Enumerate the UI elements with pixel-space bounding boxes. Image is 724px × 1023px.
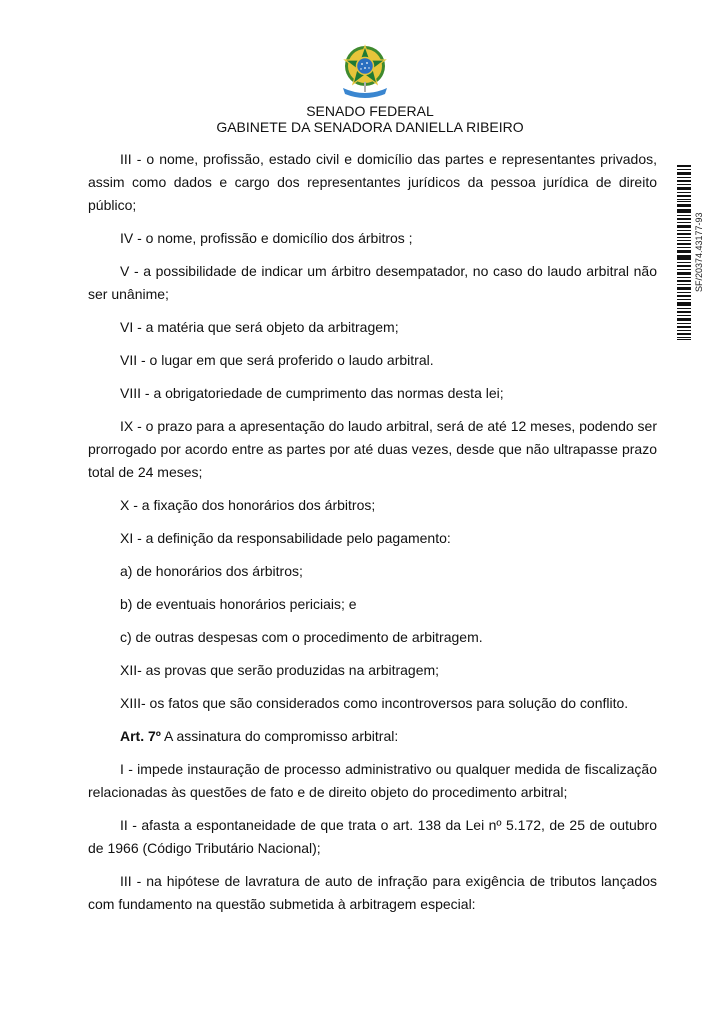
paragraph-item-ix: IX - o prazo para a apresentação do laudo arbitral, será de até 12 meses, podendo ser prorrogado por acordo entre as partes por até duas vezes, desde que não ultrapasse prazo total de 24 meses; [88,418,658,480]
paragraph-item-c: c) de outras despesas com o procedimento de arbitragem. [120,629,483,645]
paragraph-item-xi: XI - a definição da responsabilidade pelo pagamento: [120,530,451,546]
paragraph-article-7: Art. 7º A assinatura do compromisso arbitral: [120,728,399,744]
paragraph-item-vii: VII - o lugar em que será proferido o laudo arbitral. [120,352,434,368]
barcode-bars [677,165,691,340]
paragraph-item-viii: VIII - a obrigatoriedade de cumprimento das normas desta lei; [120,385,504,401]
paragraph-item-xiii: XIII- os fatos que são considerados como incontroversos para solução do conflito. [120,695,629,711]
paragraph-art7-item-i: I - impede instauração de processo administrativo ou qualquer medida de fiscalização relacionadas às questões de fato e de direito objeto do procedimento arbitral; [88,761,657,800]
paragraph-item-v: V - a possibilidade de indicar um árbitro desempatador, no caso do laudo arbitral não ser unânime; [88,263,657,302]
paragraph-art7-item-iii: III - na hipótese de lavratura de auto de infração para exigência de tributos lançados com fundamento na questão submetida à arbitragem especial: [88,873,657,912]
header-institution: SENADO FEDERAL [306,103,434,119]
header-office: GABINETE DA SENADORA DANIELLA RIBEIRO [216,119,524,135]
document-barcode [675,165,719,340]
paragraph-item-iv: IV - o nome, profissão e domicílio dos árbitros ; [120,230,413,246]
barcode-code: SF/20374.43177-93 [694,212,704,293]
paragraph-item-x: X - a fixação dos honorários dos árbitros; [120,497,376,513]
document-body [88,148,657,926]
paragraph-item-b: b) de eventuais honorários periciais; e [120,596,357,612]
paragraph-item-a: a) de honorários dos árbitros; [120,563,303,579]
paragraph-item-iii: III - o nome, profissão, estado civil e domicílio das partes e representantes privados, assim como dados e cargo dos representantes jurídicos da pessoa jurídica de direito público; [88,151,657,213]
paragraph-item-vi: VI - a matéria que será objeto da arbitragem; [120,319,399,335]
brazil-coat-of-arms-icon [340,42,390,100]
article-label: Art. 7º [120,728,161,744]
paragraph-item-xii: XII- as provas que serão produzidas na arbitragem; [120,662,440,678]
paragraph-art7-item-ii: II - afasta a espontaneidade de que trata o art. 138 da Lei nº 5.172, de 25 de outubro de 1966 (Código Tributário Nacional); [88,817,657,856]
